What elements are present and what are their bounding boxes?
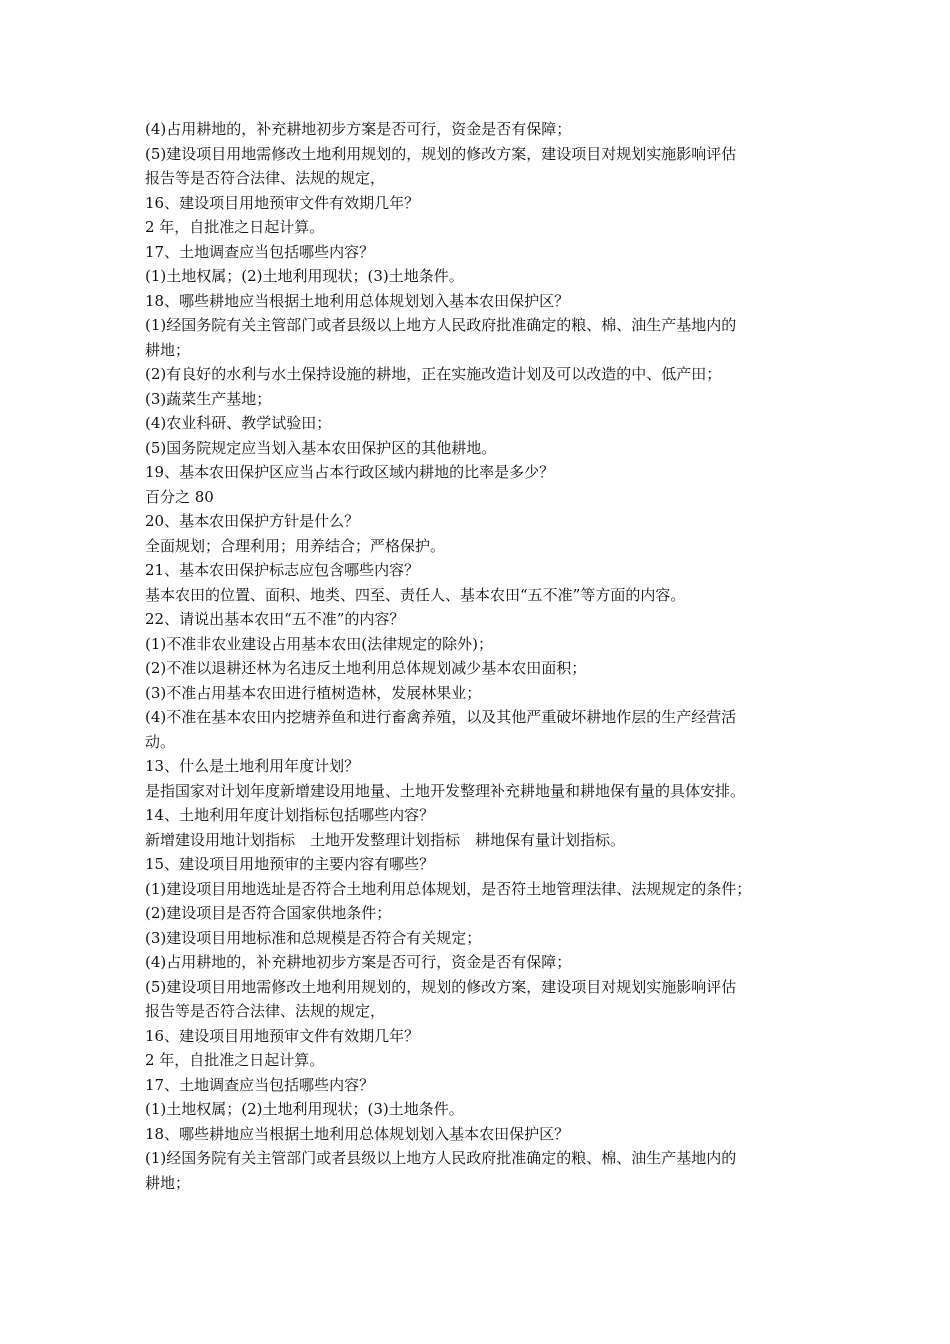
text-line: (5)建设项目用地需修改土地利用规划的，规划的修改方案，建设项目对规划实施影响评估 xyxy=(145,977,737,996)
question-heading: 19、基本农田保护区应当占本行政区域内耕地的比率是多少？ xyxy=(145,463,555,481)
text-line: (3)建设项目用地标准和总规模是否符合有关规定； xyxy=(145,928,482,947)
answer-text: 百分之 80 xyxy=(145,487,214,506)
text-line: 动。 xyxy=(145,732,176,751)
text-line: (4)农业科研、教学试验田； xyxy=(145,414,332,432)
answer-text: 2 年，自批准之日起计算。 xyxy=(145,218,325,236)
question-heading: 21、基本农田保护标志应包含哪些内容？ xyxy=(145,561,420,579)
text-line: (4)占用耕地的，补充耕地初步方案是否可行，资金是否有保障； xyxy=(145,120,572,138)
question-heading: 17、土地调查应当包括哪些内容？ xyxy=(145,1075,375,1094)
text-line: (1)不准非农业建设占用基本农田(法律规定的除外)； xyxy=(145,634,493,653)
question-heading: 16、建设项目用地预审文件有效期几年？ xyxy=(145,1026,420,1045)
question-heading: 18、哪些耕地应当根据土地利用总体规划划入基本农田保护区？ xyxy=(145,1124,570,1143)
text-line: 耕地； xyxy=(145,340,191,359)
text-line: (5)建设项目用地需修改土地利用规划的，规划的修改方案，建设项目对规划实施影响评估 xyxy=(145,144,737,163)
text-line: (2)不准以退耕还林为名违反土地利用总体规划减少基本农田面积； xyxy=(145,659,587,677)
question-heading: 14、土地利用年度计划指标包括哪些内容？ xyxy=(145,806,435,824)
answer-text: 基本农田的位置、面积、地类、四至、责任人、基本农田“五不准”等方面的内容。 xyxy=(145,585,686,604)
answer-text: 是指国家对计划年度新增建设用地量、土地开发整理补充耕地量和耕地保有量的具体安排。 xyxy=(145,781,746,800)
answer-text: 新增建设用地计划指标 土地开发整理计划指标 耕地保有量计划指标。 xyxy=(145,830,626,849)
question-heading: 16、建设项目用地预审文件有效期几年？ xyxy=(145,193,420,212)
answer-text: (1)土地权属；(2)土地利用现状；(3)土地条件。 xyxy=(145,1100,464,1118)
text-line: 报告等是否符合法律、法规的规定， xyxy=(145,1002,386,1020)
text-line: (1)建设项目用地选址是否符合土地利用总体规划，是否符土地管理法律、法规规定的条件； xyxy=(145,879,752,898)
text-line: (1)经国务院有关主管部门或者县级以上地方人民政府批准确定的粮、棉、油生产基地内的 xyxy=(145,1149,737,1167)
question-heading: 18、哪些耕地应当根据土地利用总体规划划入基本农田保护区？ xyxy=(145,291,570,310)
answer-text: 全面规划；合理利用；用养结合；严格保护。 xyxy=(145,536,446,555)
text-line: (1)经国务院有关主管部门或者县级以上地方人民政府批准确定的粮、棉、油生产基地内的 xyxy=(145,316,737,334)
question-heading: 20、基本农田保护方针是什么？ xyxy=(145,512,360,530)
text-line: (2)建设项目是否符合国家供地条件； xyxy=(145,904,392,922)
answer-text: (1)土地权属；(2)土地利用现状；(3)土地条件。 xyxy=(145,267,464,285)
text-line: (3)不准占用基本农田进行植树造林，发展林果业； xyxy=(145,683,482,702)
text-line: (4)不准在基本农田内挖塘养鱼和进行畜禽养殖，以及其他严重破坏耕地作层的生产经营活 xyxy=(145,708,737,726)
text-line: (2)有良好的水利与水土保持设施的耕地，正在实施改造计划及可以改造的中、低产田； xyxy=(145,365,722,383)
text-line: (3)蔬菜生产基地； xyxy=(145,389,272,408)
question-heading: 13、什么是土地利用年度计划？ xyxy=(145,757,360,775)
text-line: (4)占用耕地的，补充耕地初步方案是否可行，资金是否有保障； xyxy=(145,953,572,971)
question-heading: 17、土地调查应当包括哪些内容？ xyxy=(145,242,375,261)
question-heading: 22、请说出基本农田“五不准”的内容？ xyxy=(145,610,405,628)
answer-text: 2 年，自批准之日起计算。 xyxy=(145,1051,325,1069)
question-heading: 15、建设项目用地预审的主要内容有哪些？ xyxy=(145,855,435,873)
text-line: 报告等是否符合法律、法规的规定， xyxy=(145,169,386,187)
document-body xyxy=(145,117,813,1195)
text-line: (5)国务院规定应当划入基本农田保护区的其他耕地。 xyxy=(145,438,497,457)
text-line: 耕地； xyxy=(145,1173,191,1192)
